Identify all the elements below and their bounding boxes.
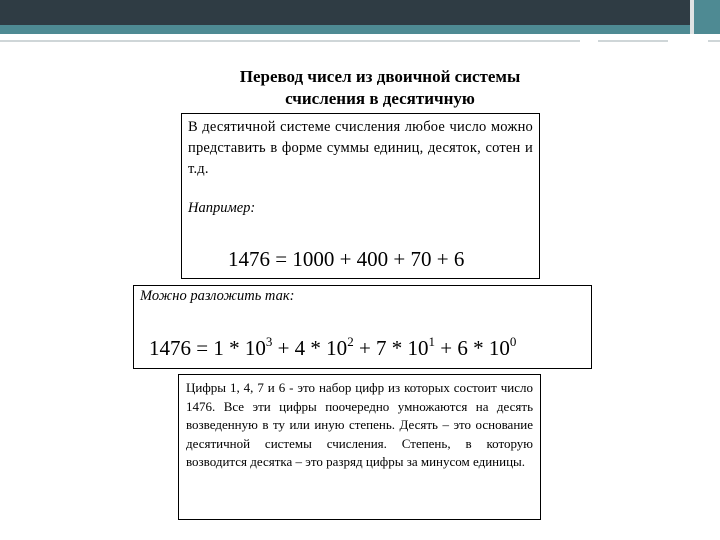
header-bar-dark xyxy=(0,0,720,25)
exponent-2: 2 xyxy=(347,334,354,349)
decimal-intro-text: В десятичной системе счисления любое число можно представить в форме суммы единиц, десяток, сотен и т.д. xyxy=(188,119,533,177)
header-divider xyxy=(690,0,694,34)
header-rule-mid xyxy=(598,40,668,42)
exponent-3: 3 xyxy=(265,334,273,349)
expansion-box xyxy=(133,285,592,369)
slide-title-line1: Перевод чисел из двоичной системы xyxy=(239,67,521,86)
header-rule-left xyxy=(0,40,580,42)
explanation-box xyxy=(178,374,541,520)
sum-equation: 1476 = 1000 + 400 + 70 + 6 xyxy=(228,247,465,271)
example-label: Например: xyxy=(188,200,256,216)
slide-title-line2: счисления в десятичную xyxy=(285,89,475,108)
decimal-intro-box xyxy=(181,113,540,279)
exponent-0: 0 xyxy=(509,334,517,349)
slide-title xyxy=(180,66,580,110)
header-rule-right xyxy=(708,40,720,42)
explanation-text: Цифры 1, 4, 7 и 6 - это набор цифр из которых состоит число 1476. Все эти цифры поочередно умножаются на десять возведенную в ту или иную степень. Десять – это основание десятичной системы счисления. Степень, в которую возводится десятка – это разряд цифры за минусом единицы. xyxy=(186,380,533,469)
power-equation: $1476 = 1 * 10^3 + 4 * 10^2 + 7 * 10^1 + 6 * 10^0$ xyxy=(149,334,517,360)
expansion-label: Можно разложить так: xyxy=(140,288,295,304)
header-bar-teal xyxy=(0,25,720,34)
exponent-1: 1 xyxy=(428,334,436,349)
header-corner-block xyxy=(690,0,720,34)
